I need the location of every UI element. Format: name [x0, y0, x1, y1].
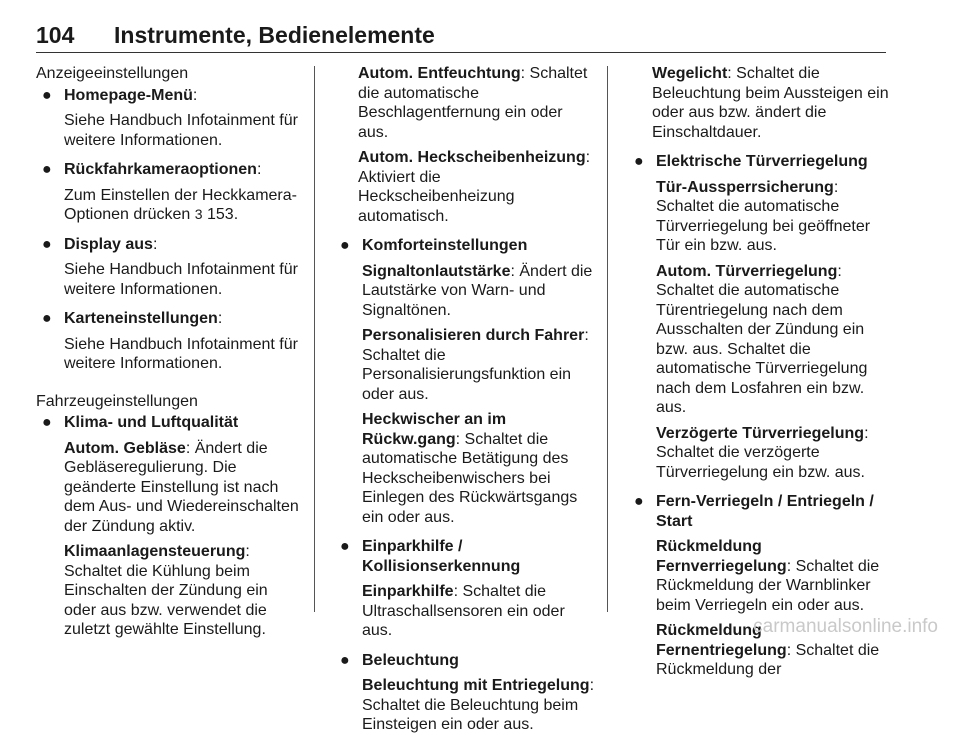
paragraph-personalisieren: Personalisieren durch Fahrer: Schaltet die Personalisierungsfunktion ein oder aus.	[362, 327, 589, 403]
list-item-einparkhilfe	[334, 537, 594, 641]
column-divider-1	[314, 66, 315, 612]
list-item-rueckfahrkameraoptionen: ● Rückfahrkameraoptionen: Zum Einstellen der Heckkamera-Optionen drücken 3 153.	[36, 160, 302, 225]
bullet: ●	[42, 86, 52, 104]
page-number: 104	[36, 22, 75, 48]
list-item-karteneinstellungen: ● Karteneinstellungen: Siehe Handbuch Infotainment für weitere Informationen.	[36, 309, 302, 374]
list-item-beleuchtung	[334, 651, 594, 735]
paragraph-verzoegerte-tuerverriegelung: Verzögerte Türverriegelung: Schaltet die verzögerte Türverriegelung ein bzw. aus.	[656, 424, 869, 481]
paragraph-beleuchtung-entriegelung: Beleuchtung mit Entriegelung: Schaltet die Beleuchtung beim Einsteigen ein oder aus.	[362, 677, 595, 733]
list-item-klima-luftqualitaet	[36, 413, 302, 640]
bullet: ●	[340, 651, 350, 669]
watermark: carmanualsonline.info	[753, 616, 938, 637]
item-label: Fern-Verriegeln / Entriegeln / Start	[656, 493, 874, 530]
page-title: Instrumente, Bedienelemente	[114, 22, 435, 48]
paragraph-einparkhilfe: Einparkhilfe: Schaltet die Ultraschallsensoren ein oder aus.	[362, 583, 565, 639]
item-text: Siehe Handbuch Infotainment für weitere Informationen.	[64, 335, 298, 372]
item-label: Beleuchtung	[362, 651, 459, 669]
column-2	[340, 64, 595, 735]
section-title-anzeigeeinstellungen: Anzeigeeinstellungen	[36, 65, 189, 82]
bullet: ●	[634, 493, 644, 510]
paragraph-wegelicht: Wegelicht: Schaltet die Beleuchtung beim Aussteigen ein oder aus bzw. ändert die Einschaltdauer.	[652, 65, 889, 141]
paragraph-autom-heckscheibenheizung: Autom. Heckscheibenheizung: Aktiviert die Heckscheibenheizung automatisch.	[358, 149, 591, 225]
section-title-fahrzeugeinstellungen: Fahrzeugeinstellungen	[36, 392, 198, 410]
list-item-elektrische-tuerverriegelung	[628, 152, 890, 482]
item-label: Komforteinstellungen	[362, 237, 528, 254]
column-1	[36, 64, 302, 640]
paragraph-autom-geblaese: Autom. Gebläse: Ändert die Gebläseregulierung. Die geänderte Einstellung ist nach dem Aus- und Wiedereinschalten der Zündung aktiv.	[64, 439, 299, 535]
paragraph-autom-tuerverriegelung: Autom. Türverriegelung: Schaltet die automatische Türentriegelung nach dem Ausschalten der Zündung ein bzw. aus. Schaltet die automatische Türverriegelung nach dem Losfahren ein bzw. aus.	[656, 262, 868, 416]
paragraph-klimaanlagensteuerung: Klimaanlagensteuerung: Schaltet die Kühlung beim Einschalten der Zündung ein oder aus bzw. verwendet die zuletzt gewählte Einstellung.	[64, 543, 268, 638]
item-label: Rückfahrkameraoptionen	[64, 161, 257, 178]
page-reference-icon: 3	[194, 206, 203, 222]
item-text: Siehe Handbuch Infotainment für weitere Informationen.	[64, 261, 298, 298]
bullet: ●	[42, 414, 52, 431]
bullet: ●	[42, 310, 52, 327]
bullet: ●	[340, 538, 350, 555]
bullet: ●	[340, 237, 350, 254]
bullet: ●	[42, 161, 52, 178]
paragraph-signaltonlautstaerke: Signaltonlautstärke: Ändert die Lautstärke von Warn- und Signaltönen.	[362, 262, 593, 319]
paragraph-rueckmeldung-fernverriegelung: Rückmeldung Fernverriegelung: Schaltet die Rückmeldung der Warnblinker beim Verriegeln ein oder aus.	[656, 538, 880, 614]
list-item-fern-verriegeln	[628, 492, 890, 680]
bullet: ●	[634, 153, 644, 170]
paragraph-autom-entfeuchtung: Autom. Entfeuchtung: Schaltet die automatische Beschlagentfernung ein oder aus.	[358, 65, 588, 141]
list-item-homepage-menu: ● Homepage-Menü: Siehe Handbuch Infotainment für weitere Informationen.	[36, 86, 302, 151]
paragraph-tuer-aussperrsicherung: Tür-Aussperrsicherung: Schaltet die automatische Türverriegelung bei geöffneter Tür ein bzw. aus.	[656, 178, 871, 254]
item-text: Siehe Handbuch Infotainment für weitere Informationen.	[64, 112, 298, 149]
column-3	[634, 64, 890, 680]
item-text: Zum Einstellen der Heckkamera-Optionen drücken 3 153.	[64, 186, 297, 223]
item-label: Homepage-Menü	[64, 86, 193, 104]
page-header	[36, 22, 886, 56]
header-rule	[36, 52, 886, 53]
list-item-komforteinstellungen	[334, 236, 594, 527]
item-label: Display aus	[64, 235, 153, 253]
bullet: ●	[42, 235, 52, 253]
item-label: Klima- und Luftqualität	[64, 414, 239, 431]
list-item-display-aus: ● Display aus: Siehe Handbuch Infotainment für weitere Informationen.	[36, 235, 302, 300]
column-divider-2	[607, 66, 608, 612]
item-label: Elektrische Türverriegelung	[656, 153, 868, 170]
paragraph-rueckmeldung-fernentriegelung: Rückmeldung Fernentriegelung: Schaltet die Rückmeldung der	[656, 622, 880, 678]
item-label: Einparkhilfe / Kollisionserkennung	[362, 538, 521, 575]
paragraph-heckwischer: Heckwischer an im Rückw.gang: Schaltet die automatische Betätigung des Heckscheibenwischers bei Einlegen des Rückwärtsgangs ein oder aus.	[362, 411, 578, 526]
item-label: Karteneinstellungen	[64, 310, 218, 327]
